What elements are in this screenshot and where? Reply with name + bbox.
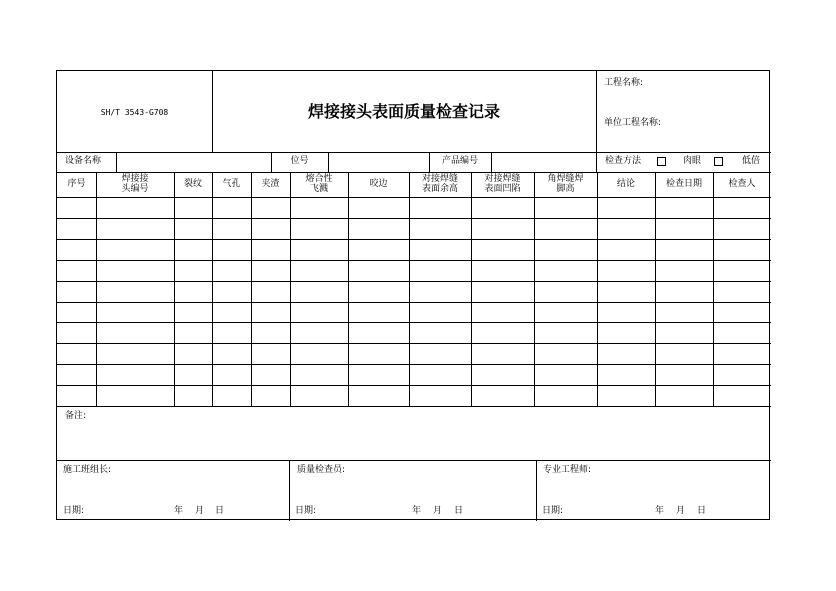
- table-cell[interactable]: [348, 302, 409, 323]
- divider: [57, 152, 771, 153]
- table-cell[interactable]: [96, 239, 174, 260]
- divider: [596, 153, 597, 172]
- table-cell[interactable]: [212, 218, 251, 239]
- divider: [536, 460, 537, 521]
- table-cell[interactable]: [713, 239, 771, 260]
- table-cell[interactable]: [57, 322, 96, 343]
- table-cell[interactable]: [409, 322, 471, 343]
- table-cell[interactable]: [96, 218, 174, 239]
- table-cell[interactable]: [471, 302, 534, 323]
- table-cell[interactable]: [174, 302, 212, 323]
- table-cell[interactable]: [348, 239, 409, 260]
- column-header: [96, 172, 174, 197]
- column-header-label: 序号: [67, 178, 86, 189]
- table-row: [57, 197, 771, 218]
- column-header: [655, 172, 713, 197]
- engineer-label: 专业工程师:: [543, 465, 592, 475]
- table-cell[interactable]: [174, 197, 212, 218]
- month-label: 月: [433, 506, 443, 516]
- table-cell[interactable]: [174, 281, 212, 302]
- team-leader-label: 施工班组长:: [63, 465, 112, 475]
- column-header: [713, 172, 771, 197]
- table-cell[interactable]: [96, 364, 174, 385]
- table-cell[interactable]: [212, 343, 251, 364]
- table-cell[interactable]: [251, 364, 290, 385]
- column-header-label: 对接焊缝 表面凹陷: [484, 174, 521, 194]
- table-cell[interactable]: [471, 385, 534, 406]
- day-label: 日: [697, 506, 707, 516]
- magnifier-checkbox[interactable]: [714, 157, 723, 166]
- table-cell[interactable]: [57, 281, 96, 302]
- table-cell[interactable]: [534, 239, 597, 260]
- table-cell[interactable]: [96, 385, 174, 406]
- table-cell[interactable]: [251, 281, 290, 302]
- table-cell[interactable]: [290, 343, 348, 364]
- table-row: [57, 385, 771, 406]
- day-label: 日: [454, 506, 464, 516]
- table-cell[interactable]: [251, 218, 290, 239]
- column-header-label: 咬边: [369, 178, 388, 189]
- table-cell[interactable]: [713, 218, 771, 239]
- table-cell[interactable]: [597, 364, 655, 385]
- table-cell[interactable]: [655, 197, 713, 218]
- table-row: [57, 260, 771, 281]
- table-cell[interactable]: [655, 218, 713, 239]
- quality-inspector-label: 质量检查员:: [297, 465, 346, 475]
- column-header: [597, 172, 655, 197]
- table-cell[interactable]: [174, 385, 212, 406]
- column-header-label: 角焊缝焊 脚高: [547, 174, 584, 194]
- table-cell[interactable]: [212, 364, 251, 385]
- table-cell[interactable]: [597, 302, 655, 323]
- position-label: 位号: [290, 156, 309, 166]
- column-header: [212, 172, 251, 197]
- table-cell[interactable]: [290, 364, 348, 385]
- table-cell[interactable]: [348, 385, 409, 406]
- table-cell[interactable]: [290, 218, 348, 239]
- table-cell[interactable]: [57, 302, 96, 323]
- column-header: [409, 172, 471, 197]
- divider: [596, 71, 597, 153]
- table-cell[interactable]: [534, 281, 597, 302]
- table-cell[interactable]: [174, 260, 212, 281]
- table-row: [57, 281, 771, 302]
- table-cell[interactable]: [290, 260, 348, 281]
- column-header-label: 裂纹: [183, 178, 202, 189]
- table-cell[interactable]: [471, 364, 534, 385]
- date-label: 日期:: [295, 506, 317, 516]
- unit-project-label: 单位工程名称:: [604, 118, 662, 128]
- table-cell[interactable]: [212, 260, 251, 281]
- table-cell[interactable]: [471, 260, 534, 281]
- visual-checkbox[interactable]: [657, 157, 666, 166]
- column-header: [57, 172, 96, 197]
- column-header-label: 气孔: [222, 178, 241, 189]
- column-header: [471, 172, 534, 197]
- table-cell[interactable]: [534, 218, 597, 239]
- table-cell[interactable]: [348, 322, 409, 343]
- table-cell[interactable]: [174, 239, 212, 260]
- table-cell[interactable]: [713, 385, 771, 406]
- table-cell[interactable]: [713, 322, 771, 343]
- table-cell[interactable]: [409, 281, 471, 302]
- table-cell[interactable]: [57, 385, 96, 406]
- product-number-label: 产品编号: [441, 156, 478, 166]
- table-cell[interactable]: [174, 343, 212, 364]
- table-cell[interactable]: [534, 364, 597, 385]
- date-label: 日期:: [542, 506, 564, 516]
- table-cell[interactable]: [251, 239, 290, 260]
- inspection-form: [56, 70, 770, 520]
- divider: [116, 153, 117, 172]
- table-cell[interactable]: [290, 322, 348, 343]
- table-cell[interactable]: [290, 385, 348, 406]
- column-header-label: 焊接接 头编号: [121, 174, 149, 194]
- column-header-label: 熔合性 飞溅: [305, 174, 333, 194]
- table-cell[interactable]: [597, 322, 655, 343]
- table-cell[interactable]: [212, 385, 251, 406]
- table-cell[interactable]: [57, 197, 96, 218]
- column-header-label: 检查日期: [665, 178, 702, 189]
- column-header: [251, 172, 290, 197]
- table-cell[interactable]: [471, 218, 534, 239]
- table-cell[interactable]: [409, 364, 471, 385]
- divider: [57, 406, 771, 407]
- table-cell[interactable]: [57, 343, 96, 364]
- table-cell[interactable]: [57, 239, 96, 260]
- table-cell[interactable]: [597, 197, 655, 218]
- visual-option-label: 肉眼: [683, 156, 702, 166]
- table-cell[interactable]: [96, 322, 174, 343]
- table-cell[interactable]: [713, 364, 771, 385]
- column-header-label: 检查人: [728, 178, 756, 189]
- table-cell[interactable]: [713, 197, 771, 218]
- table-cell[interactable]: [96, 343, 174, 364]
- table-cell[interactable]: [174, 322, 212, 343]
- remarks-label: 备注:: [65, 411, 87, 421]
- table-cell[interactable]: [409, 302, 471, 323]
- table-cell[interactable]: [251, 385, 290, 406]
- column-header-label: 结论: [616, 178, 635, 189]
- day-label: 日: [215, 506, 225, 516]
- month-label: 月: [195, 506, 205, 516]
- table-row: [57, 302, 771, 323]
- magnifier-option-label: 低倍: [742, 156, 761, 166]
- table-cell[interactable]: [212, 302, 251, 323]
- project-name-label: 工程名称:: [604, 78, 644, 88]
- table-cell[interactable]: [471, 343, 534, 364]
- table-cell[interactable]: [348, 364, 409, 385]
- table-cell[interactable]: [409, 218, 471, 239]
- column-header-label: 对接焊缝 表面余高: [421, 174, 458, 194]
- table-cell[interactable]: [96, 260, 174, 281]
- table-cell[interactable]: [655, 343, 713, 364]
- table-cell[interactable]: [534, 197, 597, 218]
- table-cell[interactable]: [174, 218, 212, 239]
- table-cell[interactable]: [57, 260, 96, 281]
- table-cell[interactable]: [597, 385, 655, 406]
- table-cell[interactable]: [534, 343, 597, 364]
- table-cell[interactable]: [409, 343, 471, 364]
- standard-code: SH/T 3543-G708: [100, 108, 169, 117]
- table-cell[interactable]: [290, 197, 348, 218]
- table-cell[interactable]: [96, 302, 174, 323]
- table-cell[interactable]: [212, 239, 251, 260]
- table-cell[interactable]: [251, 302, 290, 323]
- table-cell[interactable]: [212, 322, 251, 343]
- table-cell[interactable]: [713, 343, 771, 364]
- table-cell[interactable]: [290, 281, 348, 302]
- column-header-label: 夹渣: [261, 178, 280, 189]
- column-header: [174, 172, 212, 197]
- month-label: 月: [676, 506, 686, 516]
- table-cell[interactable]: [655, 260, 713, 281]
- table-cell[interactable]: [212, 197, 251, 218]
- date-label: 日期:: [63, 506, 85, 516]
- table-cell[interactable]: [409, 260, 471, 281]
- table-cell[interactable]: [409, 385, 471, 406]
- inspection-table: [57, 172, 771, 406]
- table-cell[interactable]: [597, 239, 655, 260]
- divider: [491, 153, 492, 172]
- year-label: 年: [412, 506, 422, 516]
- table-cell[interactable]: [96, 281, 174, 302]
- table-row: [57, 364, 771, 385]
- table-cell[interactable]: [655, 364, 713, 385]
- table-cell[interactable]: [713, 302, 771, 323]
- table-cell[interactable]: [471, 239, 534, 260]
- divider: [328, 153, 329, 172]
- table-cell[interactable]: [534, 302, 597, 323]
- table-row: [57, 218, 771, 239]
- table-cell[interactable]: [471, 281, 534, 302]
- table-cell[interactable]: [348, 218, 409, 239]
- equipment-name-label: 设备名称: [65, 156, 102, 166]
- table-cell[interactable]: [655, 385, 713, 406]
- table-cell[interactable]: [348, 260, 409, 281]
- column-header: [534, 172, 597, 197]
- table-cell[interactable]: [57, 364, 96, 385]
- table-cell[interactable]: [534, 260, 597, 281]
- table-cell[interactable]: [348, 197, 409, 218]
- table-cell[interactable]: [597, 218, 655, 239]
- table-cell[interactable]: [471, 197, 534, 218]
- table-cell[interactable]: [174, 364, 212, 385]
- table-row: [57, 343, 771, 364]
- table-cell[interactable]: [290, 239, 348, 260]
- table-cell[interactable]: [251, 322, 290, 343]
- table-cell[interactable]: [348, 281, 409, 302]
- column-header: [290, 172, 348, 197]
- table-row: [57, 322, 771, 343]
- table-cell[interactable]: [655, 322, 713, 343]
- table-cell[interactable]: [409, 197, 471, 218]
- divider: [289, 460, 290, 521]
- table-cell[interactable]: [534, 385, 597, 406]
- table-cell[interactable]: [251, 260, 290, 281]
- table-cell[interactable]: [348, 343, 409, 364]
- table-cell[interactable]: [96, 197, 174, 218]
- table-cell[interactable]: [655, 281, 713, 302]
- table-cell[interactable]: [713, 260, 771, 281]
- table-cell[interactable]: [251, 197, 290, 218]
- table-cell[interactable]: [597, 260, 655, 281]
- table-row: [57, 239, 771, 260]
- table-cell[interactable]: [57, 218, 96, 239]
- inspection-method-label: 检查方法: [605, 156, 642, 166]
- table-cell[interactable]: [597, 343, 655, 364]
- table-cell[interactable]: [655, 302, 713, 323]
- table-cell[interactable]: [655, 239, 713, 260]
- table-cell[interactable]: [534, 322, 597, 343]
- form-title: 焊接接头表面质量检查记录: [307, 102, 500, 121]
- table-cell[interactable]: [251, 343, 290, 364]
- table-cell[interactable]: [409, 239, 471, 260]
- table-cell[interactable]: [212, 281, 251, 302]
- year-label: 年: [174, 506, 184, 516]
- year-label: 年: [655, 506, 665, 516]
- divider: [57, 460, 771, 461]
- column-header: [348, 172, 409, 197]
- table-cell[interactable]: [471, 322, 534, 343]
- table-cell[interactable]: [290, 302, 348, 323]
- table-cell[interactable]: [597, 281, 655, 302]
- table-cell[interactable]: [713, 281, 771, 302]
